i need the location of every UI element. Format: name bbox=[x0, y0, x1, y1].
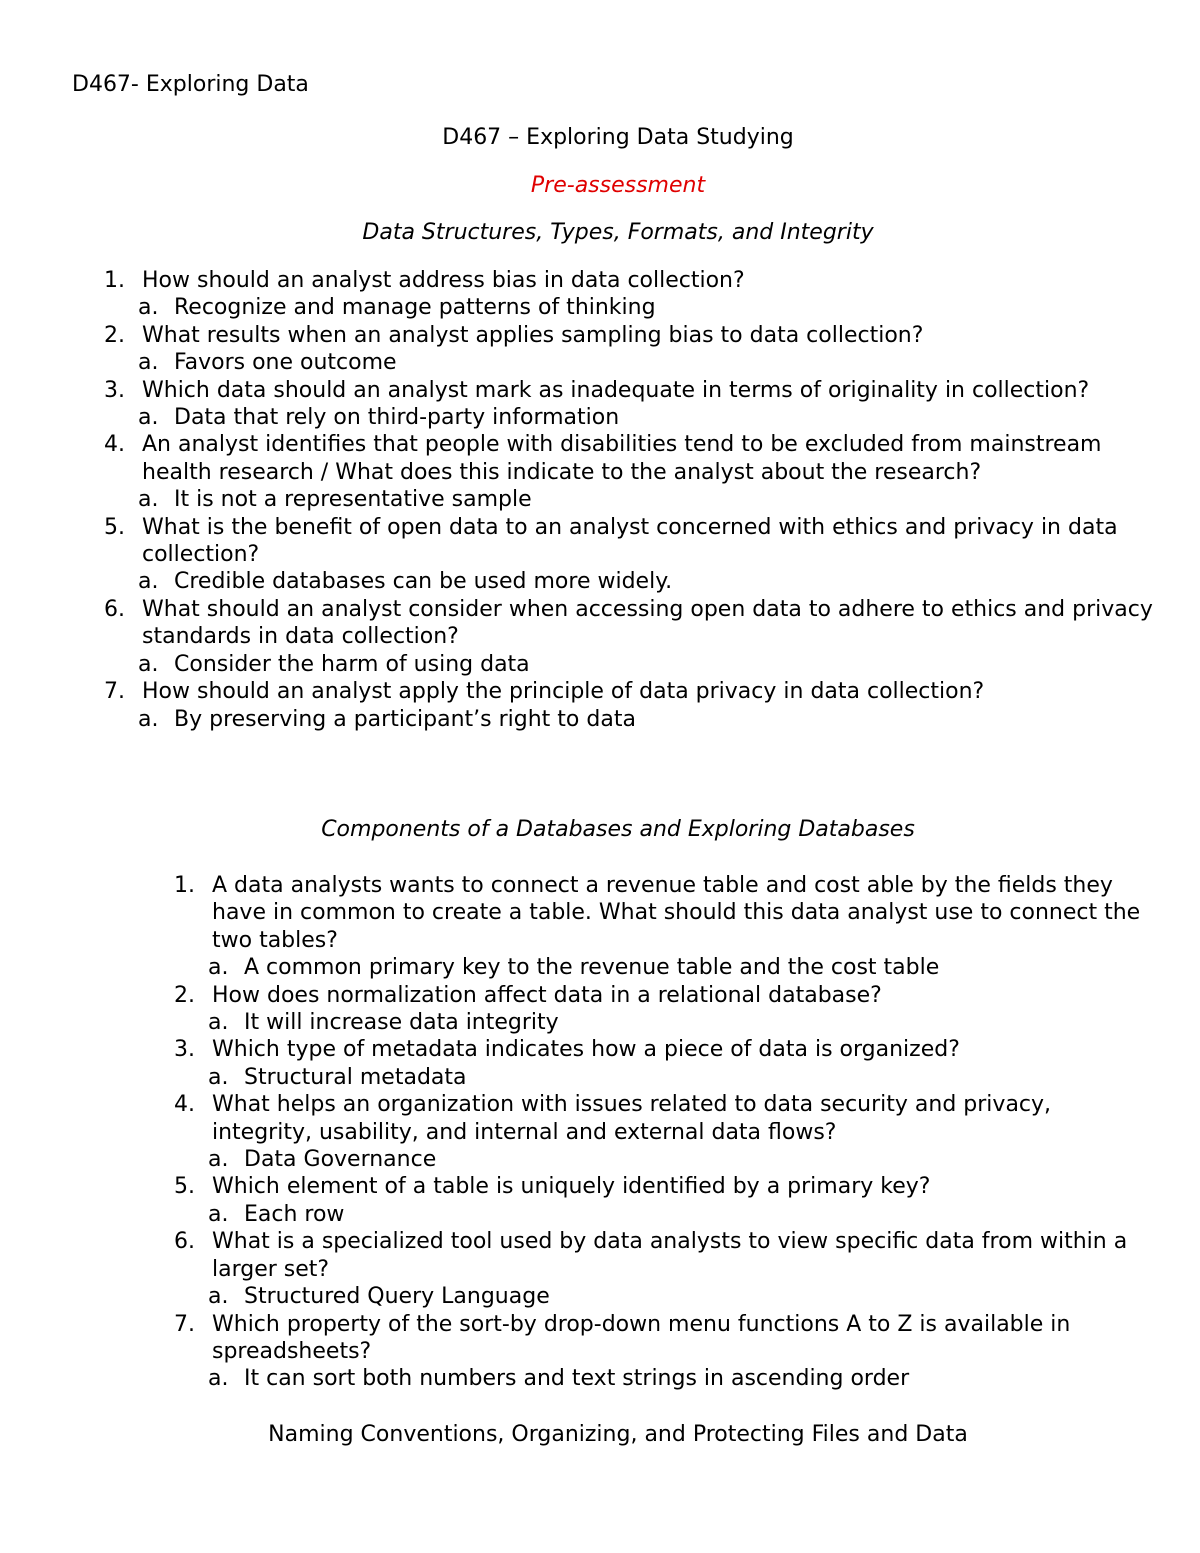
question-number: 2. bbox=[174, 982, 195, 1008]
answer-body: Recognize and manage patterns of thinking bbox=[174, 295, 656, 321]
question-item bbox=[174, 1311, 1154, 1393]
question-body: An analyst identifies that people with disabilities tend to be excluded from mainstream health research / What does this indicate to the analyst about the research? bbox=[142, 432, 1102, 485]
answer-body: By preserving a participant’s right to data bbox=[174, 706, 636, 732]
question-number: 7. bbox=[104, 679, 125, 705]
question-body: What should an analyst consider when accessing open data to adhere to ethics and privacy standards in data collection? bbox=[142, 596, 1153, 650]
question-item bbox=[104, 431, 1164, 513]
section2-question-list bbox=[174, 872, 1154, 1393]
answer-text bbox=[174, 1146, 1154, 1173]
answer-body: Data that rely on third-party information bbox=[174, 405, 620, 431]
answer-text bbox=[174, 1009, 1154, 1036]
answer-letter: a. bbox=[138, 350, 159, 376]
question-item bbox=[174, 1036, 1154, 1091]
question-body: What is a specialized tool used by data analysts to view specific data from within a larger set? bbox=[212, 1229, 1128, 1282]
question-item bbox=[104, 267, 1164, 322]
answer-body: It will increase data integrity bbox=[244, 1010, 559, 1036]
answer-text bbox=[104, 349, 1164, 376]
question-item bbox=[174, 872, 1154, 982]
question-item bbox=[104, 377, 1164, 432]
question-text bbox=[174, 982, 1154, 1009]
answer-body: Structural metadata bbox=[244, 1064, 467, 1090]
question-number: 4. bbox=[174, 1092, 195, 1118]
answer-text bbox=[104, 294, 1164, 321]
question-text bbox=[104, 678, 1164, 705]
question-body: A data analysts wants to connect a revenue table and cost able by the fields they have in common to create a table. What should this data analyst use to connect the two tables? bbox=[212, 873, 1141, 953]
answer-letter: a. bbox=[208, 1366, 229, 1392]
document-header: D467- Exploring Data bbox=[72, 72, 309, 97]
question-item bbox=[104, 596, 1164, 678]
answer-letter: a. bbox=[138, 295, 159, 321]
question-body: How should an analyst apply the principle of data privacy in data collection? bbox=[142, 679, 985, 705]
question-item bbox=[104, 678, 1164, 733]
answer-text bbox=[104, 706, 1164, 733]
question-number: 5. bbox=[104, 514, 125, 540]
answer-text bbox=[174, 954, 1154, 981]
answer-letter: a. bbox=[208, 955, 229, 981]
answer-letter: a. bbox=[138, 569, 159, 595]
answer-text bbox=[104, 404, 1164, 431]
question-item bbox=[104, 322, 1164, 377]
answer-text bbox=[174, 1064, 1154, 1091]
answer-letter: a. bbox=[208, 1147, 229, 1173]
question-text bbox=[104, 431, 1164, 486]
question-number: 1. bbox=[104, 268, 125, 293]
question-body: How does normalization affect data in a relational database? bbox=[212, 982, 882, 1008]
answer-body: Credible databases can be used more widely. bbox=[174, 569, 673, 595]
question-text bbox=[104, 514, 1164, 569]
question-number: 7. bbox=[174, 1311, 195, 1337]
answer-body: A common primary key to the revenue table and the cost table bbox=[244, 955, 940, 981]
answer-letter: a. bbox=[138, 487, 159, 513]
question-number: 3. bbox=[174, 1037, 195, 1063]
question-number: 6. bbox=[174, 1229, 195, 1255]
answer-body: It is not a representative sample bbox=[174, 487, 532, 513]
answer-letter: a. bbox=[208, 1064, 229, 1090]
question-item bbox=[104, 514, 1164, 596]
pre-assessment-label: Pre-assessment bbox=[530, 173, 706, 198]
answer-letter: a. bbox=[208, 1010, 229, 1036]
answer-letter: a. bbox=[138, 405, 159, 431]
answer-body: Each row bbox=[244, 1201, 345, 1227]
answer-text bbox=[174, 1283, 1154, 1310]
question-text bbox=[174, 872, 1154, 954]
question-item bbox=[174, 1228, 1154, 1310]
question-text bbox=[174, 1173, 1154, 1200]
section3-heading: Naming Conventions, Organizing, and Protecting Files and Data bbox=[268, 1422, 968, 1447]
answer-letter: a. bbox=[208, 1284, 229, 1310]
question-item bbox=[174, 1091, 1154, 1173]
question-body: Which data should an analyst mark as inadequate in terms of originality in collection? bbox=[142, 377, 1090, 403]
question-number: 2. bbox=[104, 322, 125, 348]
answer-body: Data Governance bbox=[244, 1147, 437, 1173]
question-body: Which type of metadata indicates how a piece of data is organized? bbox=[212, 1037, 960, 1063]
question-text bbox=[174, 1091, 1154, 1146]
question-text bbox=[174, 1311, 1154, 1366]
question-number: 4. bbox=[104, 432, 125, 458]
question-text bbox=[104, 267, 1164, 294]
question-body: What is the benefit of open data to an analyst concerned with ethics and privacy in data collection? bbox=[142, 514, 1118, 568]
answer-letter: a. bbox=[208, 1201, 229, 1227]
answer-text bbox=[104, 486, 1164, 513]
question-body: What results when an analyst applies sampling bias to data collection? bbox=[142, 322, 924, 348]
section1-question-list bbox=[104, 267, 1164, 733]
question-number: 3. bbox=[104, 377, 125, 403]
question-body: Which property of the sort-by drop-down menu functions A to Z is available in spreadsheets? bbox=[212, 1311, 1071, 1364]
question-text bbox=[104, 377, 1164, 404]
answer-text bbox=[174, 1365, 1154, 1392]
question-text bbox=[174, 1228, 1154, 1283]
answer-text bbox=[104, 568, 1164, 595]
question-text bbox=[174, 1036, 1154, 1063]
answer-letter: a. bbox=[138, 706, 159, 732]
answer-body: It can sort both numbers and text strings in ascending order bbox=[244, 1366, 910, 1392]
answer-text bbox=[104, 651, 1164, 678]
answer-body: Structured Query Language bbox=[244, 1284, 550, 1310]
answer-letter: a. bbox=[138, 651, 159, 677]
question-number: 5. bbox=[174, 1174, 195, 1200]
question-number: 6. bbox=[104, 596, 125, 622]
section1-heading: Data Structures, Types, Formats, and Integrity bbox=[362, 220, 874, 245]
question-body: How should an analyst address bias in data collection? bbox=[142, 268, 745, 293]
answer-body: Favors one outcome bbox=[174, 350, 397, 376]
section2-heading: Components of a Databases and Exploring Databases bbox=[321, 817, 915, 842]
question-number: 1. bbox=[174, 873, 195, 898]
document-title: D467 – Exploring Data Studying bbox=[442, 125, 794, 150]
question-item bbox=[174, 1173, 1154, 1228]
question-body: What helps an organization with issues related to data security and privacy, integrity, usability, and internal and external data flows? bbox=[212, 1092, 1052, 1145]
question-text bbox=[104, 322, 1164, 349]
question-text bbox=[104, 596, 1164, 651]
answer-body: Consider the harm of using data bbox=[174, 651, 530, 677]
question-item bbox=[174, 982, 1154, 1037]
answer-text bbox=[174, 1201, 1154, 1228]
question-body: Which element of a table is uniquely identified by a primary key? bbox=[212, 1174, 931, 1200]
